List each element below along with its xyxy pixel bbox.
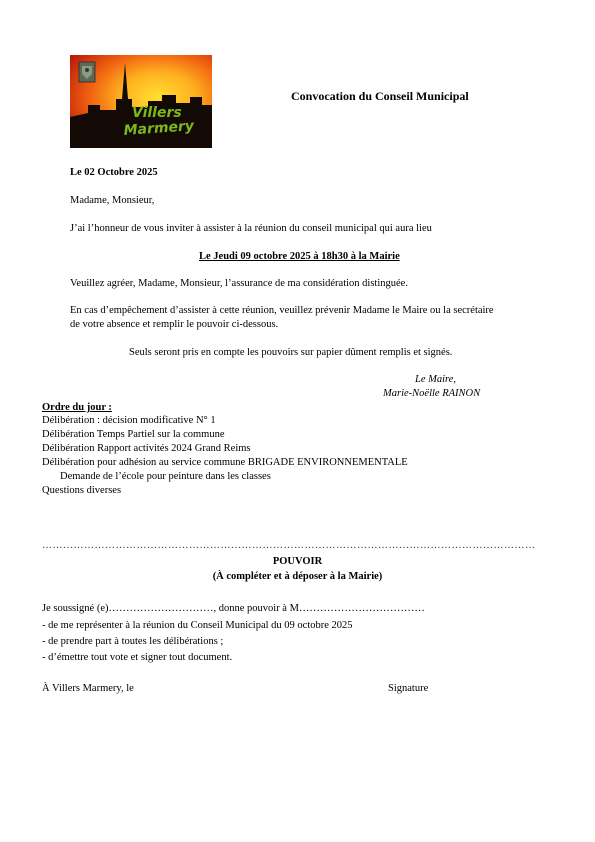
proxy-represent-line: - de me représenter à la réunion du Conseil Municipal du 09 octobre 2025	[42, 620, 353, 631]
agenda-item: Délibération Rapport activités 2024 Grand Reims	[42, 443, 251, 454]
salutation: Madame, Monsieur,	[70, 195, 155, 206]
logo-text-marmery: Marmery	[123, 118, 195, 139]
absence-text-line2: de votre absence et remplir le pouvoir ci-dessous.	[70, 319, 279, 330]
agenda-item: Délibération Temps Partiel sur la commune	[42, 429, 225, 440]
intro-text: J’ai l’honneur de vous inviter à assister à la réunion du conseil municipal qui aura lieu	[70, 223, 432, 234]
agenda-item: Délibération pour adhésion au service commune BRIGADE ENVIRONNEMENTALE	[42, 457, 408, 468]
agenda-item: Délibération : décision modificative N° 1	[42, 415, 216, 426]
proxy-declaration-line: Je soussigné (e)…………………………, donne pouvoir à M………………………………	[42, 603, 425, 614]
meeting-date: Le Jeudi 09 octobre 2025 à 18h30 à la Mairie	[199, 251, 400, 262]
coat-of-arms-icon	[79, 62, 95, 82]
proxy-subtitle: (À compléter et à déposer à la Mairie)	[212, 571, 383, 582]
proxy-vote-line: - d’émettre tout vote et signer tout document.	[42, 652, 233, 663]
cut-line-separator: ……………………………………………………………………………………………………………………………	[42, 540, 536, 551]
proxy-place-date: À Villers Marmery, le	[42, 683, 134, 694]
signature-title: Le Maire,	[415, 374, 457, 385]
logo-text-villers: Villers	[132, 105, 182, 121]
signature-name: Marie-Noëlle RAINON	[383, 388, 481, 399]
agenda-heading: Ordre du jour :	[42, 402, 112, 413]
agenda-item: Demande de l’école pour peinture dans les classes	[60, 471, 271, 482]
proxy-signature-label: Signature	[388, 683, 429, 694]
letter-date: Le 02 Octobre 2025	[70, 167, 158, 178]
absence-text-line1: En cas d’empêchement d’assister à cette réunion, veuillez prévenir Madame le Maire ou la secrétaire	[70, 305, 494, 316]
closing-text: Veuillez agréer, Madame, Monsieur, l’assurance de ma considération distinguée.	[70, 278, 408, 289]
agenda-item: Questions diverses	[42, 485, 122, 496]
village-logo-image	[70, 55, 212, 148]
village-logo	[70, 55, 212, 148]
page-title: Convocation du Conseil Municipal	[291, 89, 469, 103]
proxy-deliberations-line: - de prendre part à toutes les délibérations ;	[42, 636, 224, 647]
proxy-title: POUVOIR	[272, 556, 323, 567]
proxy-notice: Seuls seront pris en compte les pouvoirs sur papier dûment remplis et signés.	[129, 347, 453, 358]
